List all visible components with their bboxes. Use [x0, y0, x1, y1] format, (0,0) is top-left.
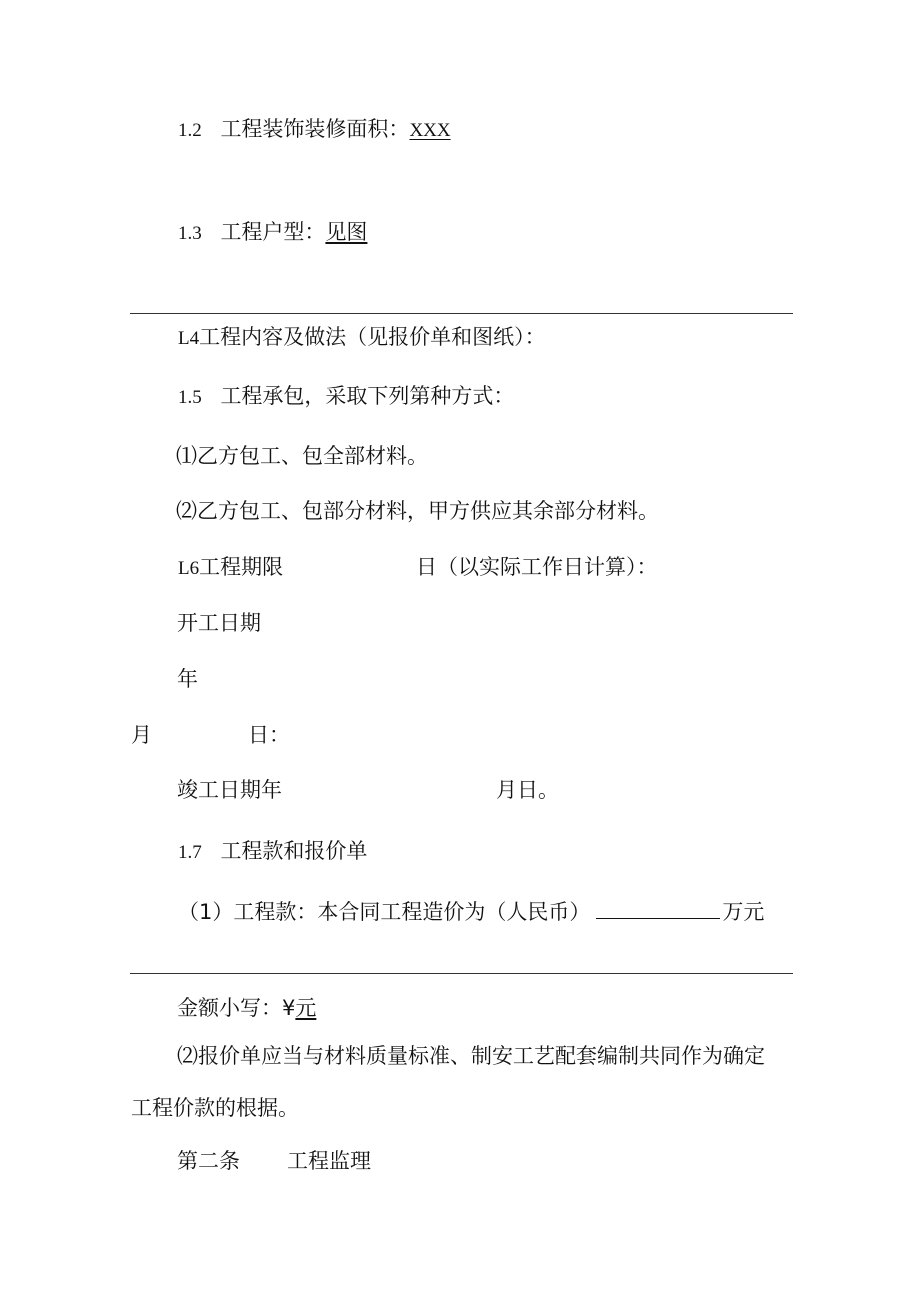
item-1-2-label: 工程装饰装修面积：: [220, 117, 410, 141]
note-2-line-1: ⑵报价单应当与材料质量标准、制安工艺配套编制共同作为确定: [177, 1044, 765, 1068]
item-1-4: [178, 324, 546, 352]
item-1-6-number: L6: [178, 558, 200, 579]
start-month: 月: [131, 723, 152, 747]
item-1-7: [178, 838, 367, 866]
item-1-6-rest: 日（以实际工作日计算）：: [416, 555, 658, 579]
item-1-7-number: 1.7: [178, 842, 202, 863]
contract-price-unit: 万元: [722, 900, 765, 924]
item-1-3-label: 工程户型：: [220, 220, 326, 244]
start-date-label: 开工日期: [177, 611, 261, 635]
amount-label: 金额小写：¥: [177, 996, 296, 1020]
item-1-5: [178, 383, 514, 411]
divider-bottom: [130, 973, 793, 974]
article-2-label: 第二条: [177, 1149, 240, 1173]
item-1-6: [178, 554, 283, 582]
item-1-2: [178, 116, 451, 144]
contract-price-text: （1）工程款：本合同工程造价为（人民币）: [178, 900, 591, 924]
option-2: ⑵乙方包工、包部分材料，甲方供应其余部分材料。: [176, 499, 659, 523]
option-1: ⑴乙方包工、包全部材料。: [176, 444, 428, 468]
decoration-area-value: XXX: [409, 120, 451, 141]
divider-top: [130, 313, 793, 314]
amount-line: [177, 995, 316, 1021]
start-day: 日：: [248, 723, 290, 747]
item-1-7-text: 工程款和报价单: [220, 839, 368, 863]
end-date-rest: 月日。: [496, 778, 559, 802]
item-1-3-number: 1.3: [178, 223, 202, 244]
item-1-4-number: L4: [178, 328, 200, 349]
item-1-4-text: 工程内容及做法（见报价单和图纸）：: [199, 325, 546, 349]
item-1-6-label: 工程期限: [199, 555, 284, 579]
article-2-title: 工程监理: [287, 1149, 371, 1173]
floor-plan-value: 见图: [325, 220, 368, 244]
item-1-3: [178, 219, 367, 247]
item-1-5-text: 工程承包，采取下列第种方式：: [220, 384, 515, 408]
contract-price-blank[interactable]: [596, 900, 720, 919]
item-1-2-number: 1.2: [178, 120, 202, 141]
amount-value: 元: [295, 996, 317, 1020]
note-2-line-2: 工程价款的根据。: [131, 1096, 299, 1120]
item-1-5-number: 1.5: [178, 387, 202, 408]
start-year: 年: [177, 667, 198, 691]
contract-price-line: [178, 899, 764, 925]
end-date-label: 竣工日期年: [177, 778, 282, 802]
